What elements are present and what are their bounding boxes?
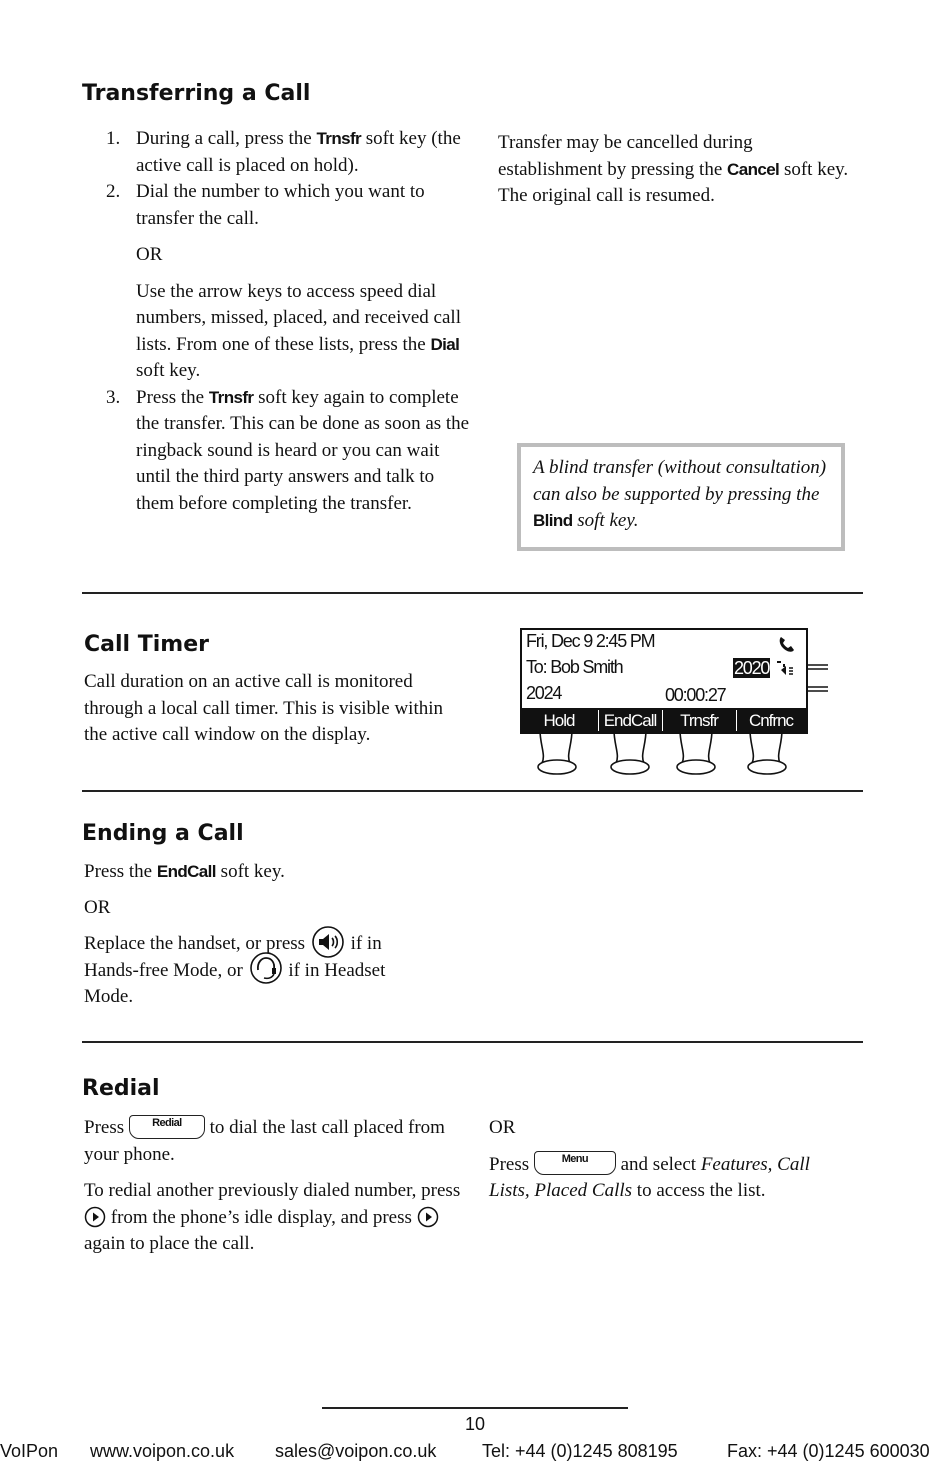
section-divider bbox=[82, 1041, 863, 1043]
softkey-buttons-illustration bbox=[520, 655, 840, 780]
softkey-trnsfr-label: Trnsfr bbox=[208, 387, 254, 407]
display-date-time: Fri, Dec 9 2:45 PM bbox=[526, 631, 655, 651]
footer-tel: Tel: +44 (0)1245 808195 bbox=[482, 1441, 678, 1461]
section-title-transferring: Transferring a Call bbox=[82, 81, 311, 106]
redial-left bbox=[84, 1115, 474, 1258]
section-title-redial: Redial bbox=[82, 1076, 160, 1101]
redial-right bbox=[489, 1115, 851, 1205]
display-to: To: Bob Smith bbox=[526, 657, 623, 677]
section-divider bbox=[82, 790, 863, 792]
transfer-step-1: 1. During a call, press the Trnsfr soft key (the active call is placed on hold). bbox=[106, 128, 461, 176]
display-number: 2024 bbox=[526, 683, 562, 703]
softkey-hold: Hold bbox=[522, 710, 596, 731]
ending-alternatives: Replace the handset, or press if in Hands-free Mode, or if in Headset Mode. bbox=[84, 931, 474, 1011]
softkey-cancel-label: Cancel bbox=[727, 159, 780, 179]
footer-email: sales@voipon.co.uk bbox=[275, 1441, 437, 1461]
page-number-rule bbox=[322, 1407, 628, 1409]
redial-p1: Press Redial to dial the last call placed from your phone. bbox=[84, 1116, 445, 1165]
right-arrow-key-icon bbox=[417, 1206, 439, 1228]
display-extension: 2020 bbox=[734, 658, 770, 678]
redial-p3: Press Menu and select Features, Call Lists, Placed Calls to access the list. bbox=[489, 1153, 810, 1201]
softkey-cnfrnc: Cnfrnc bbox=[736, 710, 805, 731]
ending-line-1: Press the EndCall soft key. bbox=[84, 861, 285, 882]
page-number: 10 bbox=[464, 1414, 486, 1434]
transfer-or: OR bbox=[136, 244, 163, 265]
footer-fax: Fax: +44 (0)1245 600030 bbox=[727, 1441, 930, 1461]
blind-transfer-callout: A blind transfer (without consultation) can also be supported by pressing the Blind soft key. bbox=[517, 443, 845, 551]
softkey-trnsfr-label: Trnsfr bbox=[316, 129, 362, 148]
footer-company: VoIPon bbox=[0, 1441, 59, 1461]
softkey-blind-label: Blind bbox=[533, 511, 573, 530]
section-title-call-timer: Call Timer bbox=[84, 632, 209, 657]
softkey-dial-label: Dial bbox=[430, 334, 460, 354]
transfer-step-2: 2. Dial the number to which you want to transfer the call. bbox=[106, 181, 425, 229]
footer-web: www.voipon.co.uk bbox=[90, 1441, 235, 1461]
section-title-ending: Ending a Call bbox=[82, 821, 244, 846]
ending-or: OR bbox=[84, 897, 111, 918]
speaker-icon bbox=[310, 926, 346, 958]
transfer-alt: Use the arrow keys to access speed dial numbers, missed, placed, and received call lists. From one of these lists, press the Dial soft key. bbox=[136, 280, 461, 381]
right-arrow-key-icon bbox=[84, 1206, 106, 1228]
softkey-trnsfr: Trnsfr bbox=[662, 710, 735, 731]
softkey-endcall: EndCall bbox=[598, 710, 661, 731]
section-divider bbox=[82, 592, 863, 594]
transfer-steps bbox=[82, 126, 472, 517]
redial-or: OR bbox=[489, 1117, 516, 1138]
headset-icon bbox=[248, 952, 284, 984]
softkey-endcall-label: EndCall bbox=[156, 862, 216, 881]
transfer-step-3: 3. Press the Trnsfr soft key again to complete the transfer. This can be done as soon as the ringback sound is heard or you can wait until the third party answers and talk to them before completing the transfer. bbox=[106, 386, 470, 514]
redial-p2: To redial another previously dialed number, press from the phone’s idle display, and press again to place the call. bbox=[84, 1180, 461, 1254]
display-call-timer: 00:00:27 bbox=[665, 685, 726, 705]
call-timer-body: Call duration on an active call is monitored through a local call timer. This is visible within the active call window on the display. bbox=[84, 671, 444, 745]
transfer-cancel-note: Transfer may be cancelled during establishment by pressing the Cancel soft key. The original call is resumed. bbox=[498, 132, 849, 206]
handset-icon bbox=[776, 633, 798, 655]
menu-key-icon: Menu bbox=[534, 1151, 616, 1175]
redial-key-icon: Redial bbox=[129, 1115, 205, 1139]
